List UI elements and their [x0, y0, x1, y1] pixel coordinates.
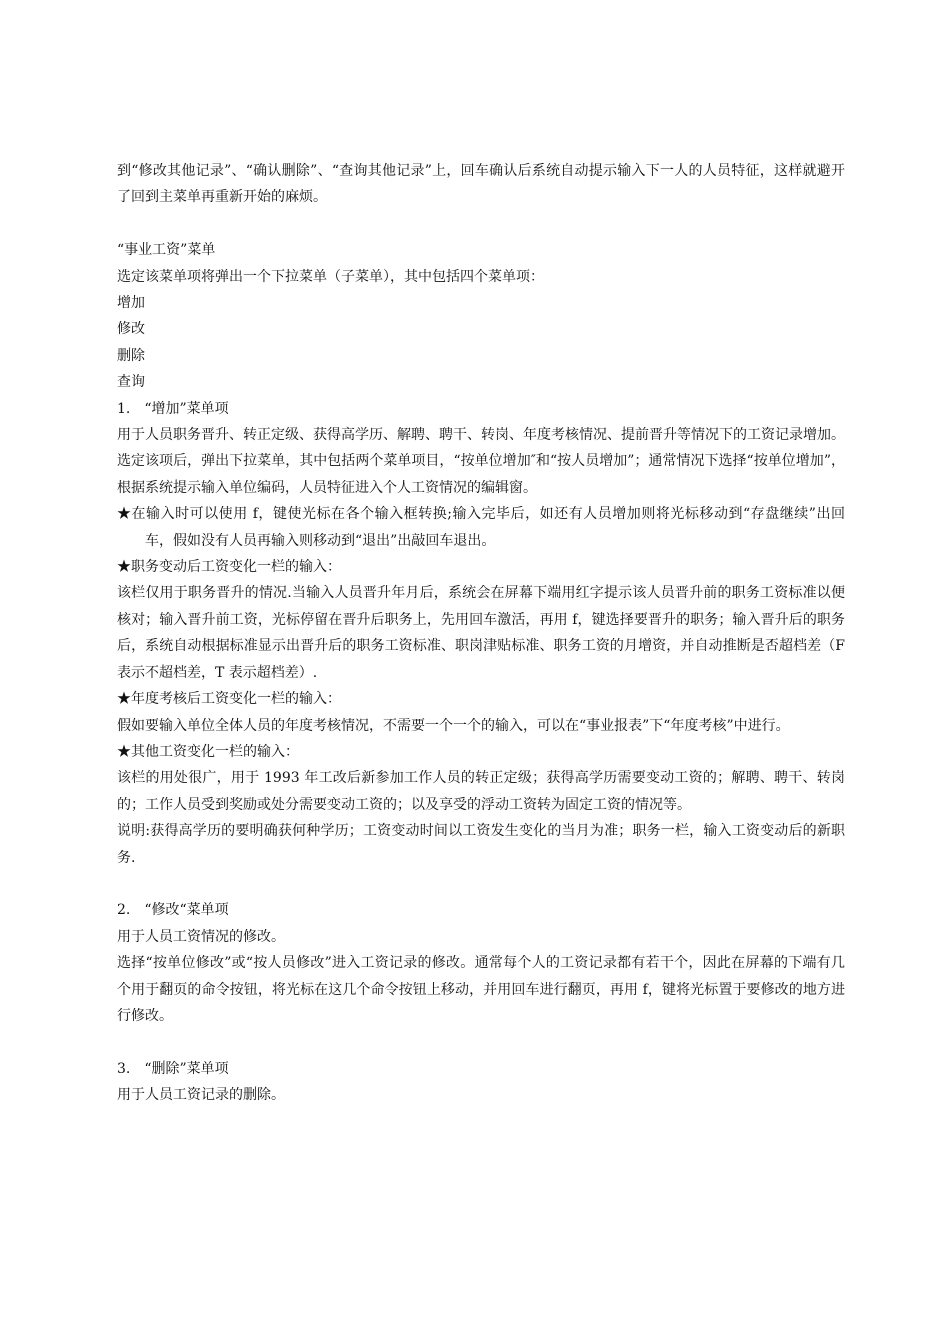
blank-line — [117, 211, 845, 237]
paragraph-modify-procedure: 选择“按单位修改”或“按人员修改”进入工资记录的修改。通常每个人的工资记录都有若干个，因此在屏幕的下端有几个用于翻页的命令按钮，将光标在这几个命令按钮上移动，并用回车进行翻页，再用 f，键将光标置于要修改的地方进行修改。 — [117, 955, 845, 1024]
section-heading-shiye-gongzi: “事业工资”菜单 — [117, 242, 216, 259]
star-note-input-tips: ★在输入时可以使用 f，键使光标在各个输入框转换;输入完毕后，如还有人员增加则将光标移动到“存盘继续”出回车，假如没有人员再输入则移动到“退出”出敲回车退出。 — [117, 506, 845, 549]
paragraph-note: 说明:获得高学历的要明确获何种学历；工资变动时间以工资发生变化的当月为准；职务一栏，输入工资变动后的新职务. — [117, 823, 845, 866]
paragraph-add-purpose: 用于人员职务晋升、转正定级、获得高学历、解聘、聘干、转岗、年度考核情况、提前晋升等情况下的工资记录增加。 — [117, 427, 845, 444]
paragraph-other-change: 该栏的用处很广，用于 1993 年工改后新参加工作人员的转正定级；获得高学历需要变动工资的；解聘、聘干、转岗的；工作人员受到奖励或处分需要变动工资的；以及享受的浮动工资转为固定工资的情况等。 — [117, 770, 845, 813]
submenu-item-delete: 删除 — [117, 347, 145, 364]
paragraph-add-procedure: 选定该项后，弹出下拉菜单，其中包括两个菜单项目，“按单位增加″和“按人员增加”；通常情况下选择“按单位增加”，根据系统提示输入单位编码，人员特征进入个人工资情况的编辑窗。 — [117, 453, 845, 496]
heading-delete-menu-item: 3. “删除”菜单项 — [117, 1060, 229, 1077]
blank-line — [117, 1029, 845, 1055]
paragraph-duty-change: 该栏仅用于职务晋升的情况.当输入人员晋升年月后，系统会在屏幕下端用红字提示该人员晋升前的职务工资标准以便核对；输入晋升前工资，光标停留在晋升后职务上，先用回车激活，再用 f，键选择要晋升的职务；输入晋升后的职务后，系统自动根据标准显示出晋升后的职务工资标准、职岗津贴标准、职务工资的月增资，并自动推断是否超档差（F 表示不超档差，T 表示超档差）. — [117, 585, 850, 681]
paragraph-continuation: 到“修改其他记录”、“确认删除”、“查询其他记录”上，回车确认后系统自动提示输入下一人的人员特征，这样就避开了回到主菜单再重新开始的麻烦。 — [117, 163, 845, 206]
paragraph-annual-review: 假如要输入单位全体人员的年度考核情况，不需要一个一个的输入，可以在“事业报表”下“年度考核”中进行。 — [117, 717, 790, 734]
blank-line — [117, 871, 845, 897]
paragraph-submenu-intro: 选定该菜单项将弹出一个下拉菜单（子菜单），其中包括四个菜单项： — [117, 268, 544, 285]
submenu-item-modify: 修改 — [117, 321, 145, 338]
star-heading-other-change: ★其他工资变化一栏的输入： — [117, 743, 299, 760]
document-page — [117, 158, 850, 1109]
paragraph-delete-purpose: 用于人员工资记录的删除。 — [117, 1087, 285, 1104]
paragraph-modify-purpose: 用于人员工资情况的修改。 — [117, 928, 285, 945]
heading-modify-menu-item: 2. “修改“菜单项 — [117, 902, 229, 919]
heading-add-menu-item: 1. “增加”菜单项 — [117, 400, 229, 417]
submenu-item-add: 增加 — [117, 295, 145, 312]
star-heading-annual-review: ★年度考核后工资变化一栏的输入： — [117, 691, 341, 708]
submenu-item-query: 查询 — [117, 374, 145, 391]
star-heading-duty-change: ★职务变动后工资变化一栏的输入： — [117, 559, 341, 576]
